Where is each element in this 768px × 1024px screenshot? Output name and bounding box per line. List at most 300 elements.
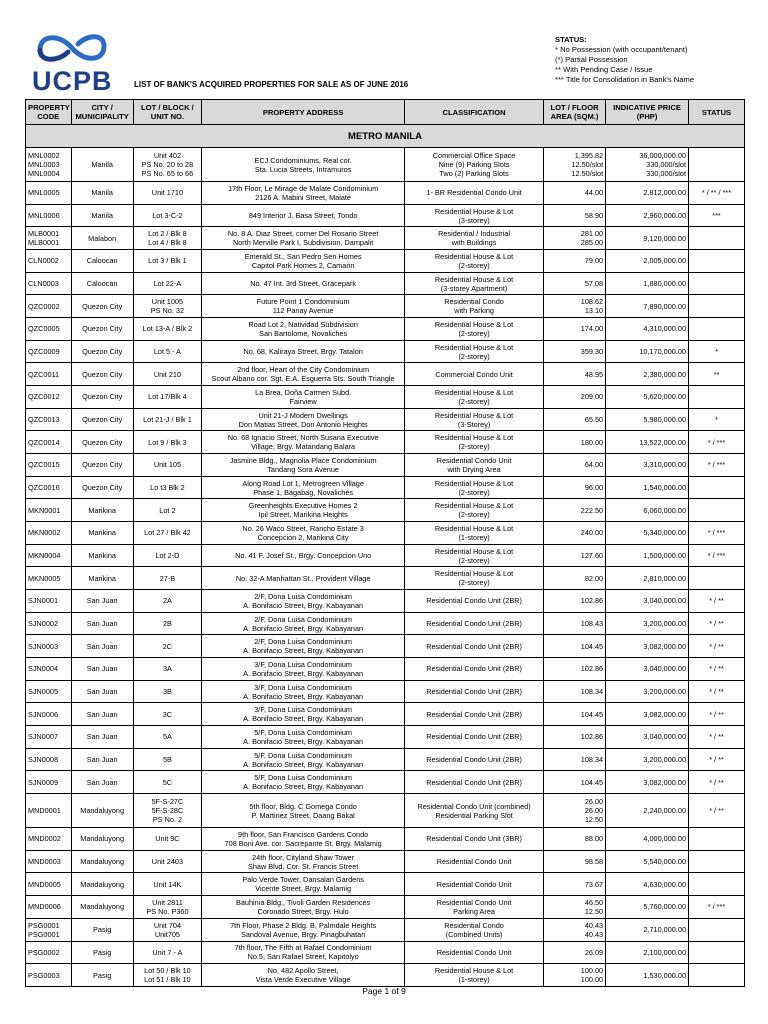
- floor-area-line: 98.58: [584, 857, 604, 867]
- indicative-price-line: 10,170,000.00: [639, 347, 686, 357]
- lot-unit-line: PS No. P360: [146, 906, 189, 916]
- floor-area: [543, 408, 605, 431]
- indicative-price: [606, 148, 689, 182]
- property-address-line: 2/F, Dona Luisa Condominium: [254, 591, 352, 601]
- column-header: PROPERTY CODE: [26, 100, 72, 125]
- indicative-price-line: 5,760,000.00: [643, 902, 686, 912]
- classification-line: (2-storey): [458, 260, 490, 270]
- property-address: [202, 748, 405, 771]
- lot-unit-line: Lot 3-C-2: [152, 211, 183, 220]
- property-code: [26, 386, 72, 409]
- table-row: [26, 272, 745, 295]
- city: San Juan: [71, 658, 133, 681]
- indicative-price: [606, 272, 689, 295]
- lot-unit: [133, 873, 201, 896]
- property-address-line: 7th Floor, Phase 2 Bldg. B, Palmdale Heights: [230, 920, 377, 930]
- city: Manila: [71, 182, 133, 205]
- classification-line: (2-storey): [458, 510, 490, 520]
- classification-line: Residential Condo Unit (2BR): [426, 709, 522, 719]
- logo-text: UCPB: [32, 66, 113, 96]
- indicative-price: [606, 896, 689, 919]
- classification-line: Residential Condo Unit (2BR): [426, 732, 522, 742]
- status: * / **: [689, 703, 745, 726]
- city: Caloocan: [71, 272, 133, 295]
- indicative-price: [606, 850, 689, 873]
- lot-unit: [133, 703, 201, 726]
- floor-area: [543, 590, 605, 613]
- city: Marikina: [71, 499, 133, 522]
- table-row: [26, 408, 745, 431]
- floor-area-line: 104.45: [580, 641, 604, 651]
- property-code-line: MNL0003: [28, 160, 60, 169]
- property-code: [26, 850, 72, 873]
- lot-unit: [133, 828, 201, 851]
- lot-unit-line: Lot 51 / Blk 10: [144, 975, 191, 984]
- floor-area-line: 12.50: [584, 815, 604, 825]
- lot-unit-line: Unit 9C: [155, 834, 180, 844]
- table-row: [26, 454, 745, 477]
- indicative-price: [606, 567, 689, 590]
- status: [689, 227, 745, 250]
- city: Quezon City: [71, 363, 133, 386]
- property-code: [26, 658, 72, 681]
- floor-area: [543, 250, 605, 273]
- lot-unit-line: 5F-S-27C: [151, 797, 184, 807]
- status: * / ***: [689, 544, 745, 567]
- lot-unit-line: 5B: [162, 755, 172, 765]
- property-code-line: CLN0002: [28, 256, 59, 266]
- lot-unit-line: Unit 14K: [153, 879, 182, 889]
- classification-line: (2-storey): [458, 487, 490, 497]
- table-row: [26, 340, 745, 363]
- classification: [405, 476, 544, 499]
- status: [689, 918, 745, 941]
- status: * / ***: [689, 896, 745, 919]
- lot-unit-line: Lot 21-J / Blk 1: [143, 415, 192, 425]
- property-code-line: PSG0001: [28, 920, 60, 930]
- classification-line: with Buildings: [451, 238, 497, 248]
- lot-unit-line: Lo t3 Blk 2: [150, 483, 185, 493]
- property-address-line: Fairview: [289, 396, 317, 406]
- property-code-line: CLN0003: [28, 279, 59, 289]
- lot-unit-line: Unit 2811: [152, 897, 183, 907]
- classification-line: Residential House & Lot: [434, 206, 514, 216]
- city: Pasig: [71, 941, 133, 964]
- indicative-price: [606, 703, 689, 726]
- property-address-line: Phase 1, Bagabag, Novaliches: [253, 487, 354, 497]
- lot-unit-line: PS No. 20 to 28: [141, 160, 194, 169]
- lot-unit-line: Lot 50 / Blk 10: [144, 966, 191, 975]
- lot-unit-line: Lot 4 / Blk 8: [148, 238, 187, 248]
- city: Marikina: [71, 544, 133, 567]
- property-address-line: Capitol Park Homes 2, Camarin: [251, 260, 355, 270]
- city: Quezon City: [71, 454, 133, 477]
- indicative-price: [606, 204, 689, 227]
- classification-line: Parking Area: [453, 906, 495, 916]
- classification-line: Residential Condo Unit (2BR): [426, 687, 522, 697]
- property-address-line: Bauhinia Bldg., Tivoli Garden Residences: [236, 897, 371, 907]
- classification-line: (2-storey): [458, 555, 490, 565]
- status: * / **: [689, 726, 745, 749]
- property-code: [26, 544, 72, 567]
- floor-area-line: 240.00: [580, 528, 604, 538]
- property-code-line: SJN0001: [28, 596, 59, 606]
- property-code: [26, 272, 72, 295]
- city: San Juan: [71, 726, 133, 749]
- property-address-line: Concepcion 2, Marikina City: [257, 532, 349, 542]
- indicative-price: [606, 612, 689, 635]
- indicative-price: [606, 771, 689, 794]
- indicative-price: [606, 794, 689, 828]
- classification: [405, 295, 544, 318]
- indicative-price-line: 9,120,000.00: [643, 233, 686, 243]
- property-code: [26, 703, 72, 726]
- classification-line: Residential House & Lot: [434, 478, 514, 488]
- table-row: [26, 726, 745, 749]
- classification: [405, 635, 544, 658]
- property-address-line: La Brea, Doña Carmen Subd.: [255, 387, 352, 397]
- floor-area: [543, 635, 605, 658]
- lot-unit-line: Unit 105: [153, 460, 182, 470]
- classification-line: Residential Condo Unit: [436, 897, 512, 907]
- column-header: CITY / MUNICIPALITY: [71, 100, 133, 125]
- property-address-line: 5/F, Dona Luisa Condominium: [254, 773, 352, 783]
- property-address-line: A. Bonifacio Street, Brgy. Kabayanan: [243, 600, 364, 610]
- city: Malabon: [71, 227, 133, 250]
- property-code-line: QZC0002: [28, 301, 60, 311]
- property-address: [202, 918, 405, 941]
- classification-line: (1-storey): [458, 532, 490, 542]
- table-row: [26, 964, 745, 987]
- classification-line: Residential House & Lot: [434, 342, 514, 352]
- city: Pasig: [71, 964, 133, 987]
- floor-area: [543, 748, 605, 771]
- classification-line: Commercial Condo Unit: [435, 369, 513, 379]
- lot-unit-line: PS No. 65 to 66: [141, 169, 194, 178]
- lot-unit: [133, 896, 201, 919]
- status: * / **: [689, 612, 745, 635]
- property-code: [26, 476, 72, 499]
- city: San Juan: [71, 748, 133, 771]
- property-code: [26, 340, 72, 363]
- floor-area-line: 102.86: [580, 596, 604, 606]
- table-row: [26, 567, 745, 590]
- floor-area-line: 102.86: [580, 732, 604, 742]
- indicative-price-line: 3,082,000.00: [643, 777, 686, 787]
- lot-unit-line: Lot 5 - A: [153, 347, 182, 357]
- floor-area-line: 79.00: [584, 256, 604, 266]
- property-address-line: A. Bonifacio Street, Brgy. Kabayanan: [243, 782, 364, 792]
- property-address-line: 7th floor, The Fifth at Rafael Condominium: [234, 943, 372, 953]
- property-code-line: SJN0006: [28, 709, 59, 719]
- property-address-line: 2/F, Dona Luisa Condominium: [254, 614, 352, 624]
- classification-line: Residential House & Lot: [434, 501, 514, 511]
- classification-line: Residential Condo Unit: [436, 455, 512, 465]
- property-address-line: 17th Floor, Le Mirage de Malate Condominium: [228, 183, 379, 193]
- classification: [405, 896, 544, 919]
- classification: [405, 386, 544, 409]
- indicative-price-line: 5,620,000.00: [643, 392, 686, 402]
- property-address: [202, 204, 405, 227]
- property-address: [202, 941, 405, 964]
- classification-line: Residential Condo Unit: [436, 879, 512, 889]
- indicative-price-line: 3,040,000.00: [643, 732, 686, 742]
- lot-unit-line: Lot 22-A: [153, 279, 182, 289]
- status: * / **: [689, 590, 745, 613]
- property-address: [202, 295, 405, 318]
- property-address: [202, 703, 405, 726]
- classification: [405, 703, 544, 726]
- lot-unit: [133, 454, 201, 477]
- floor-area: [543, 771, 605, 794]
- property-address-line: P. Martinez Street, Daang Bakal: [251, 810, 355, 820]
- property-code: [26, 941, 72, 964]
- property-code: [26, 794, 72, 828]
- floor-area: [543, 941, 605, 964]
- property-address: [202, 612, 405, 635]
- lot-unit: [133, 386, 201, 409]
- indicative-price: [606, 250, 689, 273]
- indicative-price: [606, 635, 689, 658]
- lot-unit: [133, 794, 201, 828]
- city: San Juan: [71, 612, 133, 635]
- classification: [405, 918, 544, 941]
- property-code: [26, 227, 72, 250]
- status-legend-line: *** Title for Consolidation in Bank's Name: [555, 75, 695, 84]
- lot-unit: [133, 522, 201, 545]
- status: [689, 567, 745, 590]
- classification: [405, 658, 544, 681]
- classification-line: Commercial Office Space: [432, 151, 516, 160]
- table-row: [26, 386, 745, 409]
- indicative-price: [606, 522, 689, 545]
- lot-unit-line: Lot 13-A / Blk 2: [142, 324, 193, 334]
- classification-line: Nine (9) Parking Slots: [438, 160, 510, 169]
- indicative-price: [606, 476, 689, 499]
- table-row: [26, 250, 745, 273]
- classification-line: Residential Condo Unit (2BR): [426, 777, 522, 787]
- classification-line: (3-storey Apartment): [440, 283, 508, 293]
- classification-line: Residential Condo Unit (3BR): [426, 834, 522, 844]
- floor-area-line: 180.00: [580, 437, 604, 447]
- table-row: [26, 896, 745, 919]
- property-address: [202, 476, 405, 499]
- lot-unit-line: 2A: [162, 596, 172, 606]
- property-address-line: ECJ Condominiums, Real cor.: [254, 155, 352, 165]
- property-code: [26, 771, 72, 794]
- lot-unit: [133, 850, 201, 873]
- table-row: [26, 794, 745, 828]
- floor-area-line: 96.00: [584, 483, 604, 493]
- classification: [405, 408, 544, 431]
- property-address: [202, 544, 405, 567]
- property-address-line: No. 68, Kaliraya Street, Brgy. Tatalon: [243, 347, 363, 357]
- lot-unit-line: 2B: [162, 619, 172, 629]
- property-address: [202, 318, 405, 341]
- classification: [405, 182, 544, 205]
- property-address-line: Village, Brgy. Matandang Balara: [251, 442, 356, 452]
- floor-area: [543, 272, 605, 295]
- indicative-price-line: 2,005,000.00: [643, 256, 686, 266]
- lot-unit-line: Unit 704: [153, 920, 182, 930]
- indicative-price-line: 3,200,000.00: [643, 619, 686, 629]
- classification-line: Residential House & Lot: [434, 433, 514, 443]
- classification-line: Residential House & Lot: [434, 569, 514, 579]
- classification-line: (2-storey): [458, 396, 490, 406]
- indicative-price: [606, 318, 689, 341]
- property-code-line: MNL0005: [28, 188, 60, 198]
- lot-unit-line: 3A: [162, 664, 172, 674]
- property-code: [26, 964, 72, 987]
- city: San Juan: [71, 703, 133, 726]
- status: [689, 941, 745, 964]
- indicative-price-line: 2,812,000.00: [643, 188, 686, 198]
- floor-area: [543, 703, 605, 726]
- floor-area-line: 48.95: [584, 369, 604, 379]
- property-code-line: PSG0003: [28, 970, 60, 980]
- lot-unit: [133, 431, 201, 454]
- property-address: [202, 408, 405, 431]
- lot-unit-line: 3B: [162, 687, 172, 697]
- floor-area: [543, 227, 605, 250]
- property-address: [202, 250, 405, 273]
- status: * / ***: [689, 431, 745, 454]
- property-code-line: MKN0002: [28, 528, 61, 538]
- property-address-line: No.5, San Rafael Street, Kapitolyo: [247, 952, 359, 962]
- floor-area: [543, 295, 605, 318]
- property-address-line: Along Road Lot 1, Metrogreen Village: [242, 478, 364, 488]
- classification-line: Residential Parking Slot: [435, 810, 513, 820]
- property-code-line: QZC0016: [28, 483, 60, 493]
- status: *: [689, 340, 745, 363]
- indicative-price: [606, 828, 689, 851]
- status: * / ** / ***: [689, 182, 745, 205]
- city: Quezon City: [71, 431, 133, 454]
- lot-unit: [133, 227, 201, 250]
- classification: [405, 204, 544, 227]
- property-code: [26, 590, 72, 613]
- status-legend-line: * No Possession (with occupant/tenant): [555, 45, 688, 54]
- classification: [405, 431, 544, 454]
- lot-unit-line: Lot 17/Blk 4: [148, 392, 187, 402]
- property-code: [26, 408, 72, 431]
- property-address: [202, 850, 405, 873]
- property-address-line: Ipil Street, Marikina Heights: [258, 510, 348, 520]
- status: [689, 828, 745, 851]
- city: Quezon City: [71, 386, 133, 409]
- classification: [405, 567, 544, 590]
- table-row: [26, 318, 745, 341]
- floor-area-line: 40.43: [584, 929, 604, 939]
- property-address-line: Jasmine Bldg., Magnolia Place Condominium: [229, 455, 377, 465]
- property-address: [202, 896, 405, 919]
- indicative-price: [606, 918, 689, 941]
- classification-line: (2-storey): [458, 328, 490, 338]
- lot-unit-line: 5C: [162, 777, 173, 787]
- lot-unit-line: 2C: [162, 641, 173, 651]
- property-address: [202, 567, 405, 590]
- city: Mandaluyong: [71, 896, 133, 919]
- table-row: [26, 227, 745, 250]
- lot-unit-line: Unit 7 - A: [152, 947, 183, 957]
- property-address-line: 2126 A. Mabini Street, Malate: [255, 192, 351, 202]
- classification: [405, 522, 544, 545]
- classification-line: Residential House & Lot: [434, 251, 514, 261]
- lot-unit: [133, 340, 201, 363]
- floor-area-line: 359.30: [580, 347, 604, 357]
- status: * / **: [689, 658, 745, 681]
- property-code-line: QZC0013: [28, 415, 60, 425]
- indicative-price: [606, 408, 689, 431]
- floor-area: [543, 918, 605, 941]
- city: San Juan: [71, 635, 133, 658]
- lot-unit-line: Unit 210: [153, 369, 182, 379]
- property-address: [202, 658, 405, 681]
- classification: [405, 499, 544, 522]
- properties-table: [25, 99, 745, 987]
- property-address: [202, 873, 405, 896]
- indicative-price-line: 36,000,000.00: [639, 151, 686, 160]
- property-code-line: QZC0015: [28, 460, 60, 470]
- floor-area-line: 108.34: [580, 687, 604, 697]
- property-address-line: 3/F, Dona Luisa Condominium: [254, 705, 352, 715]
- property-code-line: SJN0005: [28, 687, 59, 697]
- floor-area-line: 102.86: [580, 664, 604, 674]
- floor-area-line: 40.43: [584, 920, 604, 930]
- indicative-price: [606, 941, 689, 964]
- floor-area-line: 82.00: [584, 573, 604, 583]
- indicative-price-line: 5,540,000.00: [643, 857, 686, 867]
- table-row: [26, 771, 745, 794]
- classification: [405, 544, 544, 567]
- property-address-line: No. 32-A Manhattan St., Provident Village: [235, 573, 371, 583]
- indicative-price-line: 3,200,000.00: [643, 755, 686, 765]
- city: San Juan: [71, 680, 133, 703]
- table-row: [26, 544, 745, 567]
- property-address: [202, 454, 405, 477]
- property-address-line: 5/F, Dona Luisa Condominium: [254, 750, 352, 760]
- lot-unit: [133, 567, 201, 590]
- property-code-line: MKN0001: [28, 505, 61, 515]
- status: [689, 386, 745, 409]
- lot-unit: [133, 612, 201, 635]
- lot-unit: [133, 918, 201, 941]
- property-address-line: A. Bonifacio Street, Brgy. Kabayanan: [243, 714, 364, 724]
- floor-area-line: 108.62: [580, 297, 604, 307]
- indicative-price: [606, 658, 689, 681]
- classification-line: Residential House & Lot: [434, 966, 514, 975]
- indicative-price-line: 330,000/slot: [646, 169, 686, 178]
- city: San Juan: [71, 771, 133, 794]
- indicative-price: [606, 873, 689, 896]
- table-row: [26, 680, 745, 703]
- property-address-line: 2/F, Dona Luisa Condominium: [254, 637, 352, 647]
- lot-unit: [133, 250, 201, 273]
- property-address-line: No. 41 F. Josef St., Brgy. Concepcion Uno: [235, 551, 372, 561]
- property-code-line: PSG0002: [28, 947, 60, 957]
- property-address: [202, 148, 405, 182]
- property-code: [26, 499, 72, 522]
- property-address-line: A. Bonifacio Street, Brgy. Kabayanan: [243, 668, 364, 678]
- city: Quezon City: [71, 340, 133, 363]
- property-code-line: SJN0003: [28, 641, 59, 651]
- property-code: [26, 148, 72, 182]
- indicative-price: [606, 386, 689, 409]
- lot-unit: [133, 182, 201, 205]
- property-address-line: No. 68 Ignacio Street, North Susana Executive: [227, 433, 379, 443]
- ucpb-logo-mark-icon: [30, 30, 114, 66]
- property-address: [202, 680, 405, 703]
